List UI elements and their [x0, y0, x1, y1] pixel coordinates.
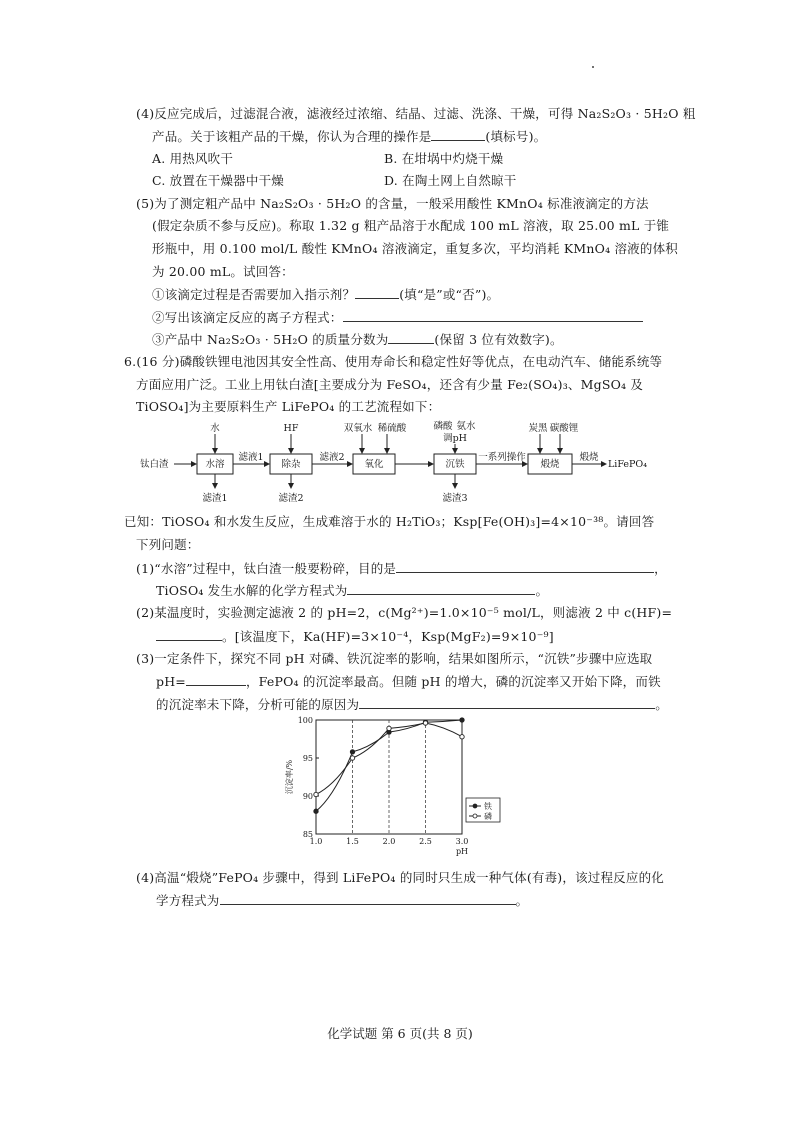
arrow-label: 煅烧	[579, 452, 599, 463]
flow-box-label: 除杂	[281, 459, 301, 470]
reagent-label: 氨水	[456, 421, 476, 432]
reagent-label: 稀硫酸	[377, 423, 407, 434]
legend-box	[466, 798, 500, 822]
q5-part5-line2: (假定杂质不参与反应)。称取 1.32 g 粗产品溶于水配成 100 mL 溶液，取 25.00 mL 于锥	[152, 218, 670, 233]
q6-line2: 方面应用广泛。工业上用钛白渣[主要成分为 FeSO₄，还含有少量 Fe₂(SO₄)₃、MgSO₄ 及	[136, 377, 644, 392]
arrow-label: 一系列操作	[478, 452, 526, 463]
option-b: B. 在坩埚中灼烧干燥	[384, 151, 504, 166]
q6-part4-line1: (4)高温“煅烧”FePO₄ 步骤中，得到 LiFePO₄ 的同时只生成一种气体(有毒)，该过程反应的化	[136, 870, 664, 885]
y-axis-label: 沉淀率/%	[285, 759, 294, 795]
q5-sub2: ②写出该滴定反应的离子方程式：	[152, 309, 643, 326]
flow-box-label: 氧化	[364, 459, 384, 470]
answer-blank[interactable]	[355, 286, 399, 299]
q5-part4-line1: (4)反应完成后，过滤混合液，滤液经过浓缩、结晶、过滤、洗涤、干燥，可得 Na₂S₂O₃ · 5H₂O 粗	[136, 106, 696, 121]
reagent-label: 双氧水	[343, 423, 373, 434]
chart-layer	[284, 716, 500, 856]
reagent-label: 炭黑	[528, 423, 548, 434]
reagent-label: 磷酸	[433, 421, 453, 432]
legend-label: 铁	[484, 802, 492, 811]
reagent-label: 碳酸锂	[549, 423, 579, 434]
page-footer: 化学试题 第 6 页(共 8 页)	[327, 1026, 473, 1041]
answer-blank[interactable]	[359, 696, 655, 709]
q6-known-line2: 下列问题：	[136, 537, 200, 552]
answer-blank[interactable]	[156, 628, 222, 641]
data-point	[350, 756, 354, 760]
flow-box-label: 沉铁	[445, 459, 465, 470]
x-tick-label: 3.0	[455, 837, 469, 846]
q6-part2-line2: 。[该温度下，Ka(HF)=3×10⁻⁴，Ksp(MgF₂)=9×10⁻⁹]	[156, 628, 554, 645]
answer-blank[interactable]	[347, 582, 535, 595]
x-axis-label: pH	[455, 847, 469, 856]
y-tick-label: 90	[302, 792, 313, 801]
q6-known-line1: 已知：TiOSO₄ 和水发生反应，生成难溶于水的 H₂TiO₃；Ksp[Fe(OH)₃]=4×10⁻³⁸。请回答	[124, 514, 655, 529]
flow-end-label: LiFePO₄	[608, 459, 648, 470]
data-point	[350, 750, 354, 754]
arrow-label: 滤液2	[319, 452, 345, 463]
x-tick-label: 1.5	[346, 837, 359, 846]
residue-label: 滤渣1	[202, 493, 228, 504]
answer-blank[interactable]	[431, 128, 485, 141]
data-point	[387, 726, 391, 730]
flow-box-label: 煅烧	[540, 459, 560, 470]
x-tick-label: 1.0	[309, 837, 323, 846]
q6-part4-line2: 学方程式为 。	[156, 893, 529, 908]
q6-line3: TiOSO₄]为主要原料生产 LiFePO₄ 的工艺流程如下：	[136, 399, 441, 414]
y-tick-label: 95	[302, 754, 313, 763]
data-point	[314, 809, 318, 813]
q6-line1: 6.(16 分)磷酸铁锂电池因其安全性高、使用寿命长和稳定性好等优点，在电动汽车、储能系统等	[124, 354, 663, 369]
data-point	[314, 792, 318, 796]
x-tick-label: 2.0	[382, 837, 396, 846]
q6-part1-line2: TiOSO₄ 发生水解的化学方程式为 。	[156, 583, 549, 598]
flow-start-label: 钛白渣	[140, 459, 169, 470]
legend-marker	[473, 814, 477, 818]
arrow-label: 滤液1	[238, 452, 264, 463]
answer-blank[interactable]	[388, 331, 434, 344]
q5-part4-line2: 产品。关于该粗产品的干燥，你认为合理的操作是 (填标号)。	[152, 129, 547, 144]
q5-part5-line1: (5)为了测定粗产品中 Na₂S₂O₃ · 5H₂O 的含量，一般采用酸性 KMnO₄ 标准液滴定的方法	[136, 196, 649, 211]
option-c: C. 放置在干燥器中干燥	[152, 173, 284, 188]
data-point	[460, 735, 464, 739]
y-tick-label: 85	[302, 830, 313, 839]
scan-speck	[592, 66, 594, 68]
reagent-label: 水	[210, 423, 220, 434]
answer-blank[interactable]	[186, 673, 246, 686]
process-flow-diagram	[140, 420, 700, 512]
residue-label: 滤渣2	[278, 493, 304, 504]
q5-part5-line4: 为 20.00 mL。试回答：	[152, 264, 294, 279]
data-point	[460, 718, 464, 722]
residue-label: 滤渣3	[442, 493, 468, 504]
q6-part3-line3: 的沉淀率未下降，分析可能的原因为 。	[156, 697, 668, 712]
q6-part1-line1: (1)“水溶”过程中，钛白渣一般要粉碎，目的是 ，	[136, 561, 667, 576]
q5-sub1: ①该滴定过程是否需要加入指示剂？ (填“是”或“否”)。	[152, 287, 500, 302]
reagent-label: HF	[283, 423, 299, 434]
y-tick-label: 100	[297, 716, 313, 725]
precipitation-rate-chart	[282, 712, 512, 862]
x-tick-label: 2.5	[419, 837, 432, 846]
answer-blank[interactable]	[343, 309, 643, 322]
legend-label: 磷	[484, 812, 492, 821]
q5-part5-line3: 形瓶中，用 0.100 mol/L 酸性 KMnO₄ 溶液滴定，重复多次，平均消耗 KMnO₄ 溶液的体积	[152, 241, 678, 256]
option-d: D. 在陶土网上自然晾干	[384, 173, 517, 188]
legend-marker	[473, 804, 477, 808]
answer-blank[interactable]	[220, 892, 516, 905]
q6-part3-line1: (3)一定条件下，探究不同 pH 对磷、铁沉淀率的影响，结果如图所示，“沉铁”步骤中应选取	[136, 651, 653, 666]
reagent-label: 调pH	[443, 433, 467, 444]
option-a: A. 用热风吹干	[152, 151, 234, 166]
q6-part2-line1: (2)某温度时，实验测定滤液 2 的 pH=2，c(Mg²⁺)=1.0×10⁻⁵ mol/L，则滤液 2 中 c(HF)=	[136, 605, 673, 620]
q6-part3-line2: pH= ，FePO₄ 的沉淀率最高。但随 pH 的增大，磷的沉淀率又开始下降，而铁	[156, 674, 661, 689]
flow-box-label: 水溶	[205, 459, 225, 470]
q5-sub3: ③产品中 Na₂S₂O₃ · 5H₂O 的质量分数为 (保留 3 位有效数字)。	[152, 332, 563, 347]
answer-blank[interactable]	[396, 560, 654, 573]
data-point	[423, 721, 427, 725]
